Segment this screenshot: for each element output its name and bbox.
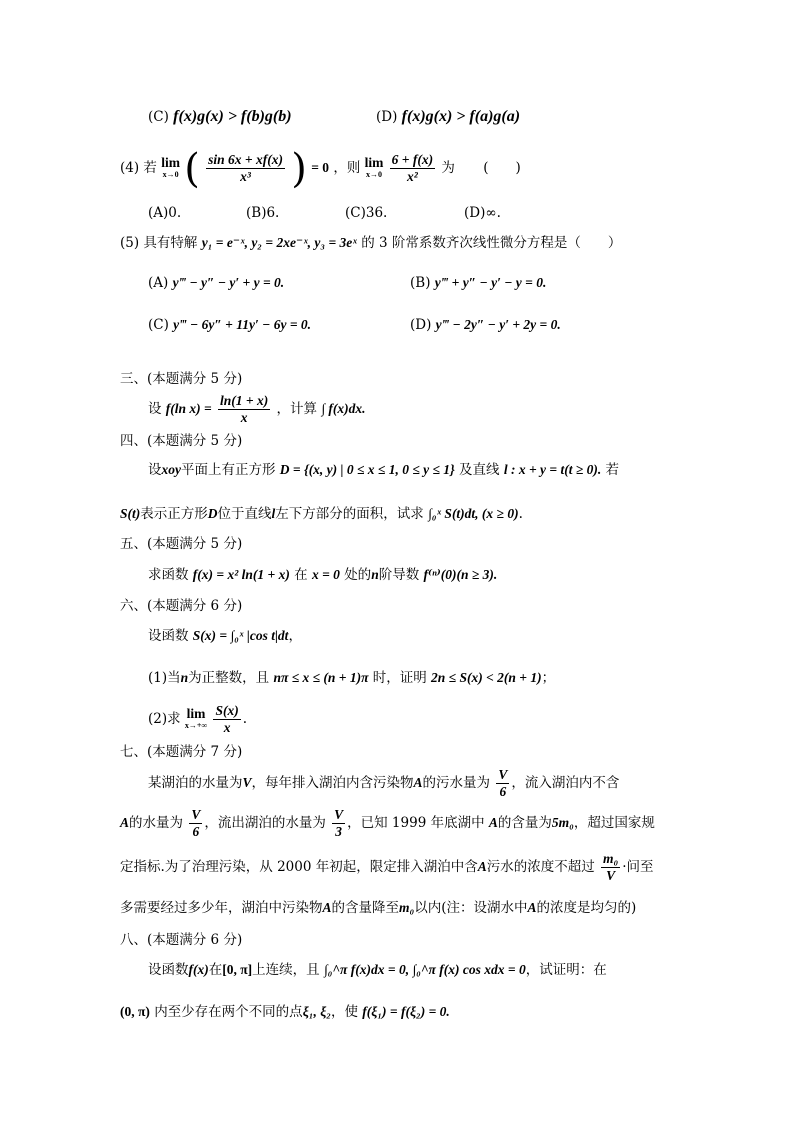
- then-text: ，则: [333, 160, 361, 176]
- frac-num: m₀: [603, 851, 619, 866]
- option-label: (D): [410, 317, 432, 333]
- math: A: [477, 859, 487, 874]
- text: 上连续，且: [252, 962, 320, 978]
- q5-stem: [120, 234, 621, 252]
- section-4-title: 四、(本题满分 5 分): [120, 433, 243, 449]
- math: A: [413, 775, 423, 790]
- s6-part1: [148, 669, 555, 687]
- text: 求函数: [148, 567, 189, 583]
- section-5-title: 五、(本题满分 5 分): [120, 536, 243, 552]
- math: [0, π]: [222, 962, 253, 977]
- left-paren: (: [184, 145, 200, 192]
- option-expr: y‴ − 6y″ + 11y′ − 6y = 0.: [173, 317, 312, 332]
- frac-num: sin 6x + xf(x): [208, 152, 283, 167]
- lim-text: lim: [364, 154, 384, 170]
- text: 内至少存在两个不同的点: [154, 1004, 303, 1020]
- text: 定指标.为了治理污染，从 2000 年初起，限定排入湖泊中含: [120, 859, 478, 875]
- math: S(t): [120, 506, 141, 521]
- lim-sub: x→0: [162, 169, 179, 179]
- frac-den: x³: [240, 169, 251, 184]
- section-7-title: 七、(本题满分 7 分): [120, 744, 243, 760]
- math: 5m₀: [551, 815, 574, 830]
- s5-body: [148, 566, 497, 584]
- math: f(ξ₁) = f(ξ₂) = 0.: [362, 1004, 450, 1019]
- q4-opt-b: (B)6.: [246, 205, 280, 221]
- s6-frac: [213, 703, 240, 736]
- text: ，流出湖泊的水量为: [204, 815, 326, 831]
- s6-def: [148, 627, 302, 645]
- frac-num: 6 + f(x): [391, 152, 434, 167]
- text: ，超过国家规: [573, 815, 655, 831]
- text: ，: [288, 628, 302, 644]
- math: f⁽ⁿ⁾(0)(n ≥ 3).: [423, 567, 498, 582]
- option-c-expr: f(x)g(x) > f(b)g(b): [173, 108, 292, 125]
- text: 设函数: [148, 962, 189, 978]
- text: 设: [148, 401, 162, 417]
- text: 位于直线: [217, 506, 272, 522]
- s3-frac: [218, 393, 270, 426]
- q5-opt-b: [410, 274, 546, 292]
- line-eq: l : x + y = t(t ≥ 0).: [503, 462, 602, 477]
- q3-option-c: [148, 108, 292, 126]
- math: S(x) = ∫₀ˣ |cos t|dt: [192, 628, 289, 643]
- text: 的含量降至: [331, 900, 400, 916]
- frac-num: S(x): [215, 703, 239, 718]
- text: (2)求: [148, 711, 181, 727]
- math: (0, π): [120, 1004, 150, 1019]
- q4-opt-a: (A)0.: [148, 205, 182, 221]
- q4-opt-c: (C)36.: [345, 205, 388, 221]
- s3-lhs: f(ln x) =: [165, 401, 212, 416]
- s4-line2: [120, 505, 523, 523]
- text: ·问至: [622, 859, 654, 875]
- section-8-title: 八、(本题满分 6 分): [120, 932, 243, 948]
- math: A: [322, 900, 332, 915]
- frac-num: ln(1 + x): [220, 393, 269, 408]
- frac-num: V: [191, 807, 201, 822]
- frac-num: V: [334, 807, 344, 822]
- math: x = 0: [311, 567, 340, 582]
- q4-number: (4) 若: [120, 160, 157, 176]
- q4-lim: [161, 154, 180, 181]
- s8-line2: [120, 1003, 450, 1021]
- text: .: [242, 711, 248, 727]
- right-paren: ): [291, 145, 307, 192]
- frac-den: V: [606, 868, 616, 883]
- q5-solutions: y₁ = e⁻ˣ, y₂ = 2xe⁻ˣ, y₃ = 3eˣ: [201, 235, 357, 250]
- math: f(x): [188, 962, 209, 977]
- q3-option-d: [376, 108, 520, 126]
- s3-integral: ∫ f(x)dx.: [321, 401, 366, 416]
- frac-den: x: [240, 410, 248, 425]
- q5-suffix: 的 3 阶常系数齐次线性微分方程是（ ）: [361, 235, 622, 251]
- option-expr: y‴ − 2y″ − y′ + 2y = 0.: [435, 317, 561, 332]
- math: D: [207, 506, 218, 521]
- lim-text: lim: [186, 705, 206, 721]
- text: ，每年排入湖泊内含污染物: [251, 775, 414, 791]
- lim-sub: x→0: [366, 169, 382, 179]
- frac-den: 3: [335, 824, 342, 839]
- s7-frac-m0v: [601, 851, 620, 884]
- s7-line2: [120, 804, 655, 842]
- q5-opt-d: [410, 316, 561, 334]
- math: nπ ≤ x ≤ (n + 1)π: [273, 670, 369, 685]
- math: ∫₀^π f(x)dx = 0, ∫₀^π f(x) cos xdx = 0: [323, 962, 526, 977]
- math: A: [527, 900, 537, 915]
- text: .: [518, 506, 523, 522]
- text: 若: [605, 462, 620, 478]
- text: 污水的浓度不超过: [486, 859, 595, 875]
- math: f(x) = x² ln(1 + x): [192, 567, 290, 582]
- s7-line4: [120, 899, 636, 917]
- frac-den: 6: [499, 784, 507, 799]
- option-label: (C): [148, 317, 169, 333]
- math: n: [180, 670, 189, 685]
- q5-opt-a: [148, 274, 284, 292]
- option-expr: y‴ + y″ − y′ − y = 0.: [434, 275, 547, 290]
- text: 设: [148, 462, 162, 478]
- frac-den: x: [223, 720, 231, 735]
- s7-frac-v6b: [189, 807, 202, 840]
- text: 平面上有正方形: [181, 462, 276, 478]
- math: A: [120, 815, 130, 830]
- text: 以内(注：设湖水中: [414, 900, 528, 916]
- frac-num: V: [498, 767, 508, 782]
- s7-line3: [120, 848, 654, 886]
- text: 表示正方形: [140, 506, 208, 522]
- q5-prefix: (5) 具有特解: [120, 235, 198, 251]
- math: ξ₁, ξ₂: [302, 1004, 331, 1019]
- s7-frac-v6: [496, 767, 509, 800]
- option-label: (C): [148, 109, 169, 125]
- text: 的污水量为: [422, 775, 491, 791]
- text: 及直线: [459, 462, 500, 478]
- text: ，计算: [276, 401, 318, 417]
- math: n: [371, 567, 379, 582]
- answer-blank: ( ): [483, 160, 521, 176]
- text: 在: [294, 567, 308, 583]
- s6-lim: [184, 705, 208, 732]
- text: (1)当: [148, 670, 181, 686]
- option-expr: y‴ − y″ − y′ + y = 0.: [172, 275, 285, 290]
- math: 2n ≤ S(x) < 2(n + 1): [431, 670, 542, 685]
- text: ，试证明：在: [525, 962, 607, 978]
- q4-opt-d: (D)∞.: [464, 205, 501, 221]
- option-label: (D): [376, 109, 398, 125]
- square-set: D = {(x, y) | 0 ≤ x ≤ 1, 0 ≤ y ≤ 1}: [279, 462, 455, 477]
- section-6-title: 六、(本题满分 6 分): [120, 598, 243, 614]
- section-3-title: 三、(本题满分 5 分): [120, 371, 243, 387]
- math: xoy: [161, 462, 181, 477]
- q4-lim2: [364, 154, 384, 181]
- text: 为正整数，且: [188, 670, 270, 686]
- text: 设函数: [148, 628, 189, 644]
- text: 的含量为: [497, 815, 552, 831]
- is-text: 为: [441, 160, 455, 176]
- math: l: [271, 506, 276, 521]
- text: 时，证明: [372, 670, 427, 686]
- text: 左下方部分的面积，试求: [275, 506, 424, 522]
- frac-den: 6: [192, 824, 200, 839]
- s7-frac-v3: [332, 807, 345, 840]
- text: 的浓度是均匀的): [536, 900, 637, 916]
- text: 多需要经过多少年，湖泊中污染物: [120, 900, 323, 916]
- option-d-expr: f(x)g(x) > f(a)g(a): [401, 108, 521, 125]
- math: V: [242, 775, 252, 790]
- s4-line1: [148, 461, 619, 479]
- lim-text: lim: [161, 154, 180, 170]
- text: 在: [208, 962, 223, 978]
- text: 处的: [344, 567, 372, 583]
- math: m₀: [399, 900, 415, 915]
- frac-den: x²: [406, 169, 418, 184]
- text: ，使: [330, 1004, 358, 1020]
- s7-line1: [148, 764, 619, 802]
- s3-body: [148, 390, 366, 428]
- text: 的水量为: [129, 815, 184, 831]
- s8-line1: [148, 961, 607, 979]
- q4-stem: [120, 146, 521, 190]
- option-label: (B): [410, 275, 431, 291]
- text: ；: [541, 670, 556, 686]
- q4-frac1: [206, 152, 285, 185]
- text: 某湖泊的水量为: [148, 775, 243, 791]
- s4-integral: ∫₀ˣ S(t)dt, (x ≥ 0): [428, 506, 519, 521]
- math: A: [488, 815, 498, 830]
- q5-opt-c: [148, 316, 311, 334]
- q4-frac2: [390, 152, 435, 185]
- text: ，已知 1999 年底湖中: [347, 815, 485, 831]
- text: ，流入湖泊内不含: [511, 775, 620, 791]
- s6-part2: [148, 700, 247, 738]
- text: 阶导数: [378, 567, 420, 583]
- option-label: (A): [148, 275, 169, 291]
- eq-zero: = 0: [311, 160, 330, 175]
- lim-sub: x→+∞: [184, 720, 208, 730]
